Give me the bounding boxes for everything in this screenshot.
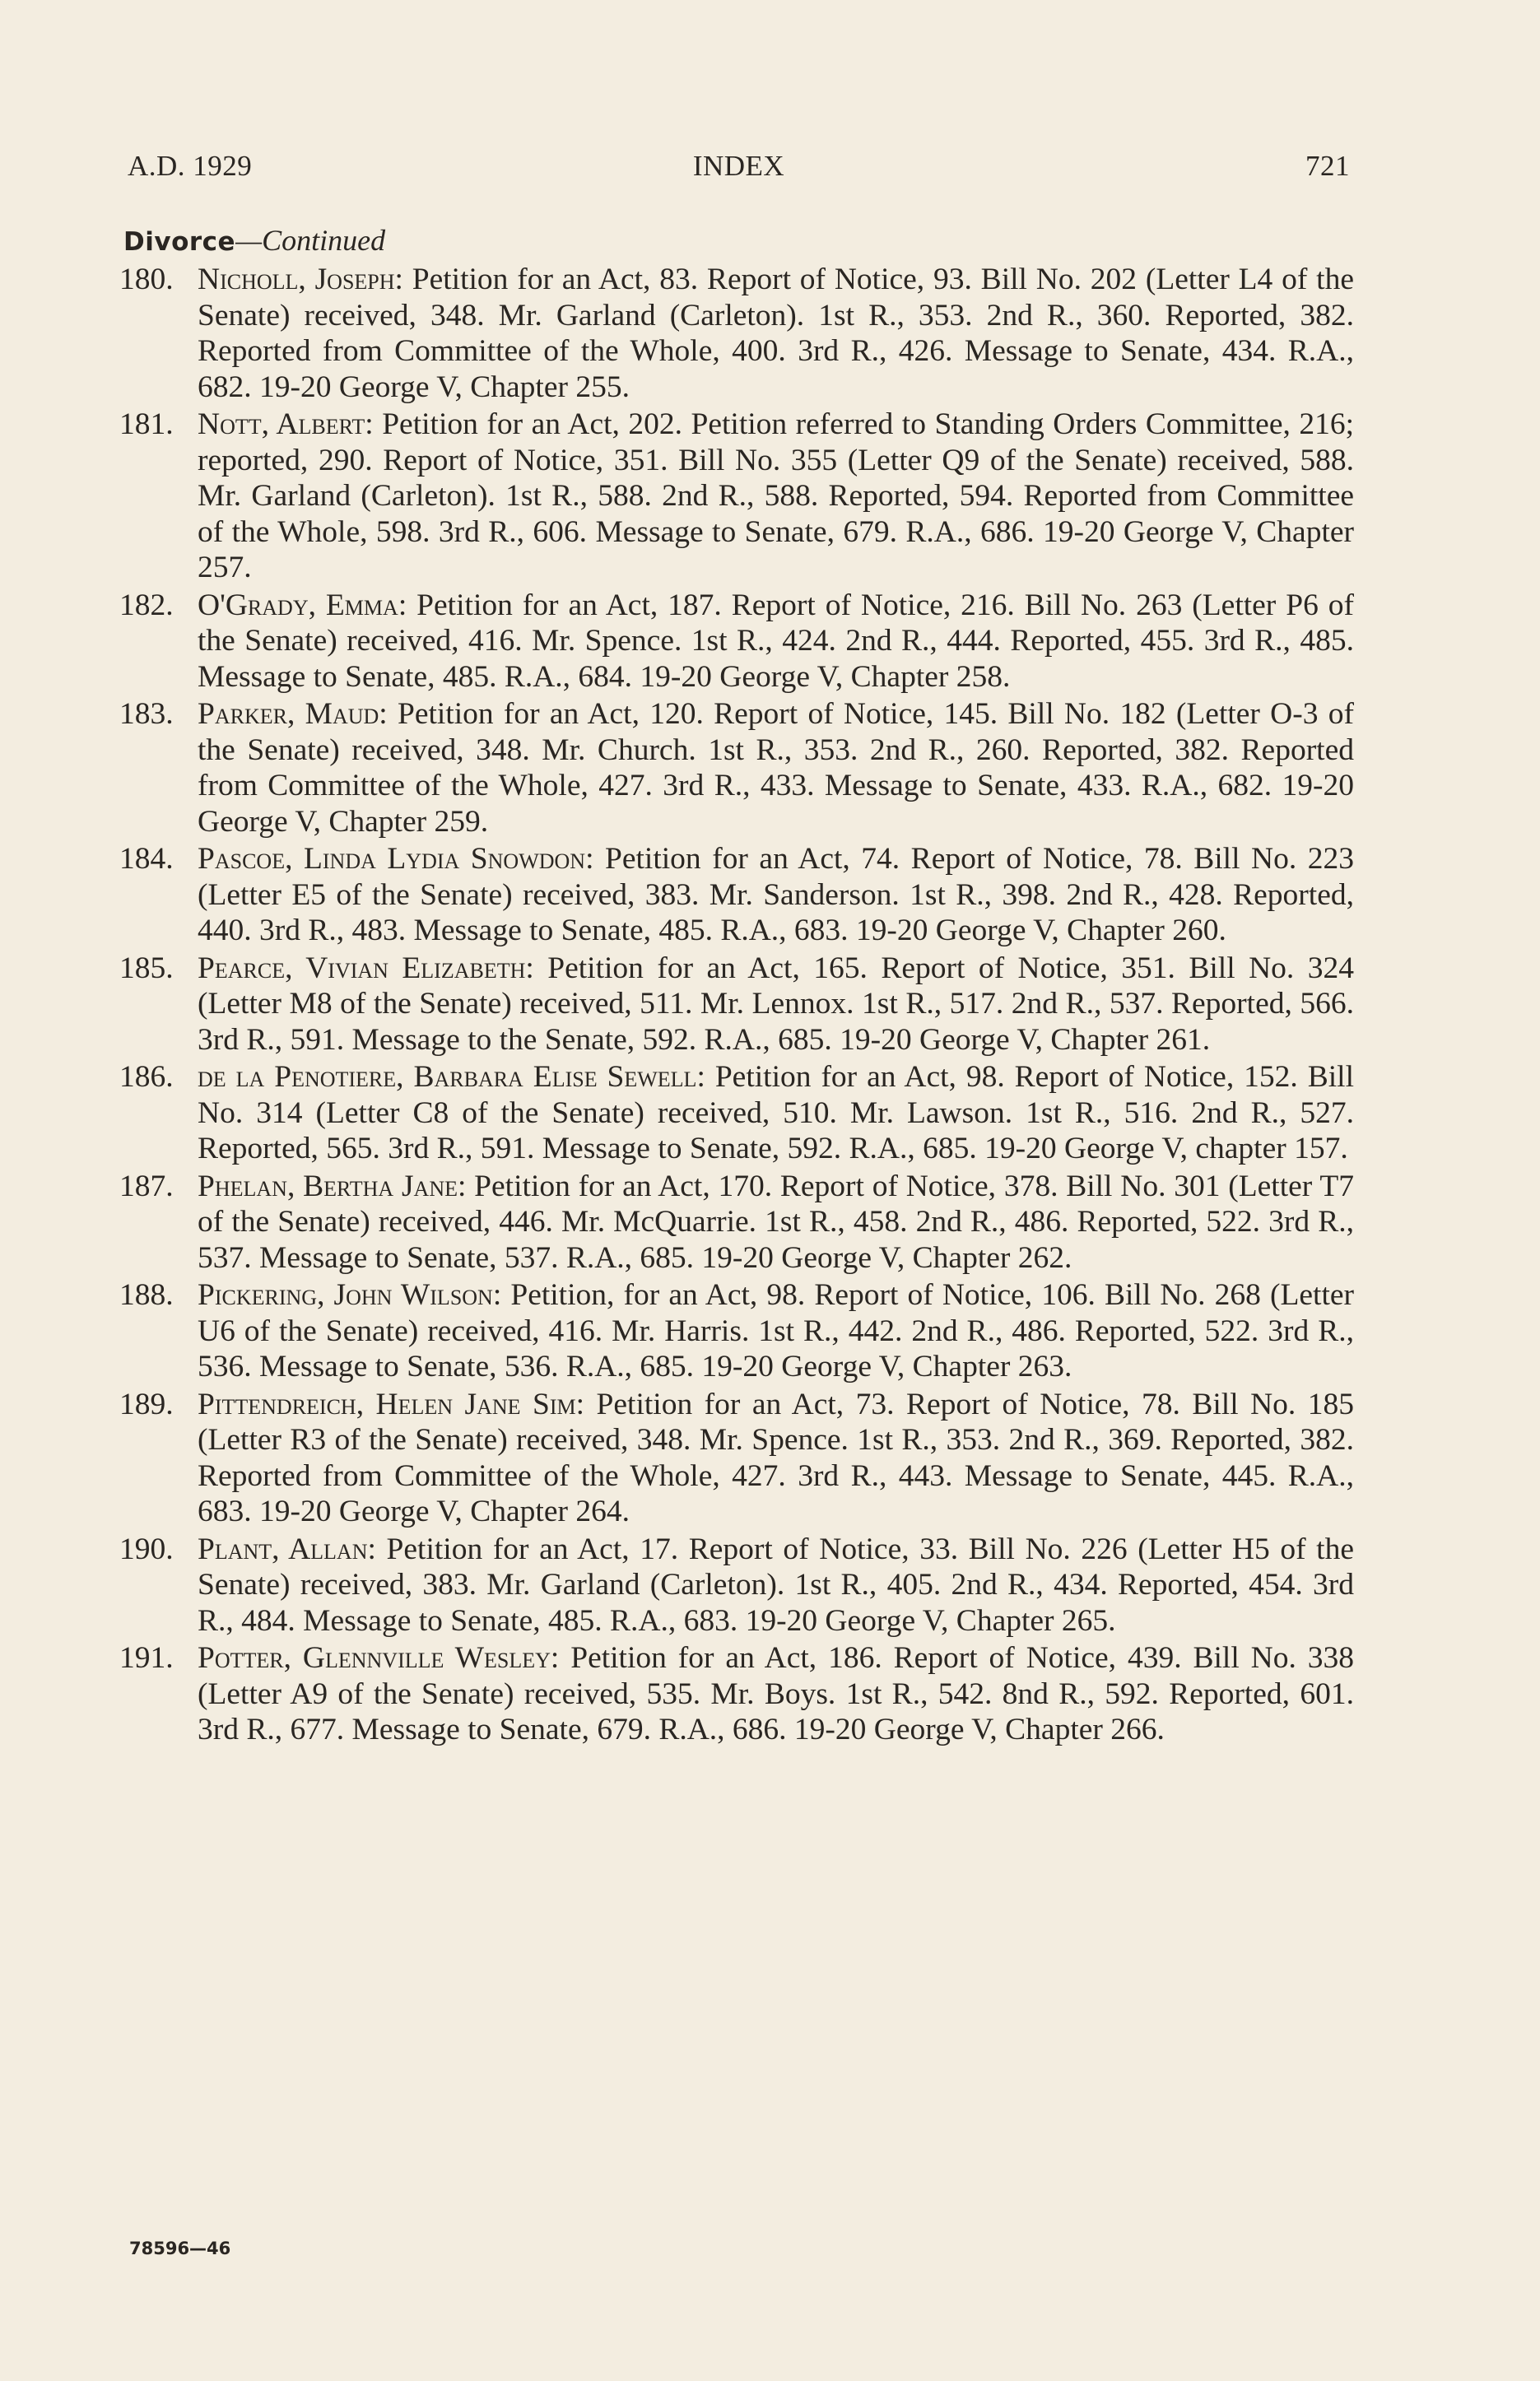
- entry-name: Plant, Allan: [198, 1532, 368, 1566]
- entry-number: 187.: [119, 1169, 174, 1203]
- section-heading: [123, 223, 385, 258]
- index-entry: [119, 588, 1354, 695]
- entry-number: 185.: [119, 951, 174, 985]
- entry-name: Parker, Maud: [198, 697, 379, 731]
- entry-name: Pascoe, Linda Lydia Snowdon: [198, 842, 586, 876]
- entry-text: : Petition for an Act, 202. Petition referred to Standing Orders Committee, 216; reported, 290. Report of Notice, 351. Bill No. 355 (Letter Q9 of the Senate) received, 588. Mr. Garland (Carleton). 1st R., 588. 2nd R., 588. Reported, 594. Reported from Committee of the Whole, 598. 3rd R., 606. Message to Senate, 679. R.A., 686. 19-20 George V, Chapter 257.: [198, 407, 1355, 584]
- index-entry: [119, 951, 1354, 1058]
- entry-number: 190.: [119, 1532, 174, 1566]
- entry-text: : Petition for an Act, 74. Report of Notice, 78. Bill No. 223 (Letter E5 of the Senate) received, 383. Mr. Sanderson. 1st R., 398. 2nd R., 428. Reported, 440. 3rd R., 483. Message to Senate, 485. R.A., 683. 19-20 George V, Chapter 260.: [198, 842, 1354, 947]
- index-entry: [119, 1532, 1354, 1639]
- entry-name: Potter, Glennville Wesley: [198, 1641, 551, 1675]
- entry-name: de la Penotiere, Barbara Elise Sewell: [198, 1060, 697, 1094]
- entry-text: : Petition for an Act, 187. Report of Notice, 216. Bill No. 263 (Letter P6 of the Senate) received, 416. Mr. Spence. 1st R., 424. 2nd R., 444. Reported, 455. 3rd R., 485. Message to Senate, 485. R.A., 684. 19-20 George V, Chapter 258.: [198, 588, 1354, 694]
- entry-text: : Petition, for an Act, 98. Report of Notice, 106. Bill No. 268 (Letter U6 of the Senate) received, 416. Mr. Harris. 1st R., 442. 2nd R., 486. Reported, 522. 3rd R., 536. Message to Senate, 536. R.A., 685. 19-20 George V, Chapter 263.: [198, 1278, 1354, 1383]
- entry-number: 188.: [119, 1278, 174, 1312]
- index-entry: [119, 696, 1354, 839]
- entry-name: Phelan, Bertha Jane: [198, 1169, 458, 1203]
- entry-text: : Petition for an Act, 186. Report of Notice, 439. Bill No. 338 (Letter A9 of the Senate) received, 535. Mr. Boys. 1st R., 542. 8nd R., 592. Reported, 601. 3rd R., 677. Message to Senate, 679. R.A., 686. 19-20 George V, Chapter 266.: [198, 1641, 1354, 1746]
- index-entry: [119, 1387, 1354, 1530]
- index-entry: [119, 1059, 1354, 1167]
- entry-number: 182.: [119, 588, 174, 622]
- index-entry: [119, 1169, 1354, 1277]
- entry-text: : Petition for an Act, 170. Report of Notice, 378. Bill No. 301 (Letter T7 of the Senate) received, 446. Mr. McQuarrie. 1st R., 458. 2nd R., 486. Reported, 522. 3rd R., 537. Message to Senate, 537. R.A., 685. 19-20 George V, Chapter 262.: [198, 1169, 1354, 1275]
- entry-name: Pittendreich, Helen Jane Sim: [198, 1387, 576, 1421]
- index-entry: [119, 407, 1355, 586]
- entry-name: Nicholl, Joseph: [198, 263, 395, 296]
- entry-number: 180.: [119, 263, 174, 296]
- entry-text: : Petition for an Act, 120. Report of Notice, 145. Bill No. 182 (Letter O-3 of the Senate) received, 348. Mr. Church. 1st R., 353. 2nd R., 260. Reported, 382. Reported from Committee of the Whole, 427. 3rd R., 433. Message to Senate, 433. R.A., 682. 19-20 George V, Chapter 259.: [198, 697, 1354, 839]
- entry-text: : Petition for an Act, 17. Report of Notice, 33. Bill No. 226 (Letter H5 of the Senate) received, 383. Mr. Garland (Carleton). 1st R., 405. 2nd R., 434. Reported, 454. 3rd R., 484. Message to Senate, 485. R.A., 683. 19-20 George V, Chapter 265.: [198, 1532, 1354, 1638]
- entry-number: 189.: [119, 1387, 174, 1421]
- index-entry: [119, 1640, 1354, 1748]
- header-title: INDEX: [692, 150, 785, 182]
- entry-number: 186.: [119, 1060, 174, 1094]
- index-entry: [119, 841, 1354, 949]
- entry-name: Pickering, John Wilson: [198, 1278, 493, 1312]
- header-year: A.D. 1929: [128, 150, 253, 182]
- entry-text: : Petition for an Act, 73. Report of Notice, 78. Bill No. 185 (Letter R3 of the Senate) received, 348. Mr. Spence. 1st R., 353. 2nd R., 369. Reported, 382. Reported from Committee of the Whole, 427. 3rd R., 443. Message to Senate, 445. R.A., 683. 19-20 George V, Chapter 264.: [198, 1387, 1354, 1528]
- entry-name: Pearce, Vivian Elizabeth: [198, 951, 526, 985]
- entry-number: 191.: [119, 1641, 174, 1675]
- index-entry: [119, 1277, 1354, 1385]
- entry-name: O'Grady, Emma: [198, 588, 398, 622]
- entry-number: 184.: [119, 842, 174, 876]
- section-heading-continued: —Continued: [235, 224, 386, 257]
- index-entries: [119, 262, 1355, 1750]
- index-entry: [119, 262, 1354, 405]
- entry-text: : Petition for an Act, 83. Report of Notice, 93. Bill No. 202 (Letter L4 of the Senate) received, 348. Mr. Garland (Carleton). 1st R., 353. 2nd R., 360. Reported, 382. Reported from Committee of the Whole, 400. 3rd R., 426. Message to Senate, 434. R.A., 682. 19-20 George V, Chapter 255.: [198, 263, 1354, 404]
- entry-text: : Petition for an Act, 165. Report of Notice, 351. Bill No. 324 (Letter M8 of the Senate) received, 511. Mr. Lennox. 1st R., 517. 2nd R., 537. Reported, 566. 3rd R., 591. Message to the Senate, 592. R.A., 685. 19-20 George V, Chapter 261.: [198, 951, 1354, 1057]
- entry-number: 181.: [119, 407, 174, 441]
- entry-text: : Petition for an Act, 98. Report of Notice, 152. Bill No. 314 (Letter C8 of the Senate) received, 510. Mr. Lawson. 1st R., 516. 2nd R., 527. Reported, 565. 3rd R., 591. Message to Senate, 592. R.A., 685. 19-20 George V, chapter 157.: [198, 1060, 1354, 1165]
- running-head: [128, 150, 1350, 199]
- entry-number: 183.: [119, 697, 174, 731]
- entry-name: Nott, Albert: [198, 407, 365, 441]
- section-heading-title: Divorce: [123, 227, 236, 257]
- page-number: 721: [1305, 150, 1350, 182]
- printer-code: 78596—46: [129, 2239, 231, 2258]
